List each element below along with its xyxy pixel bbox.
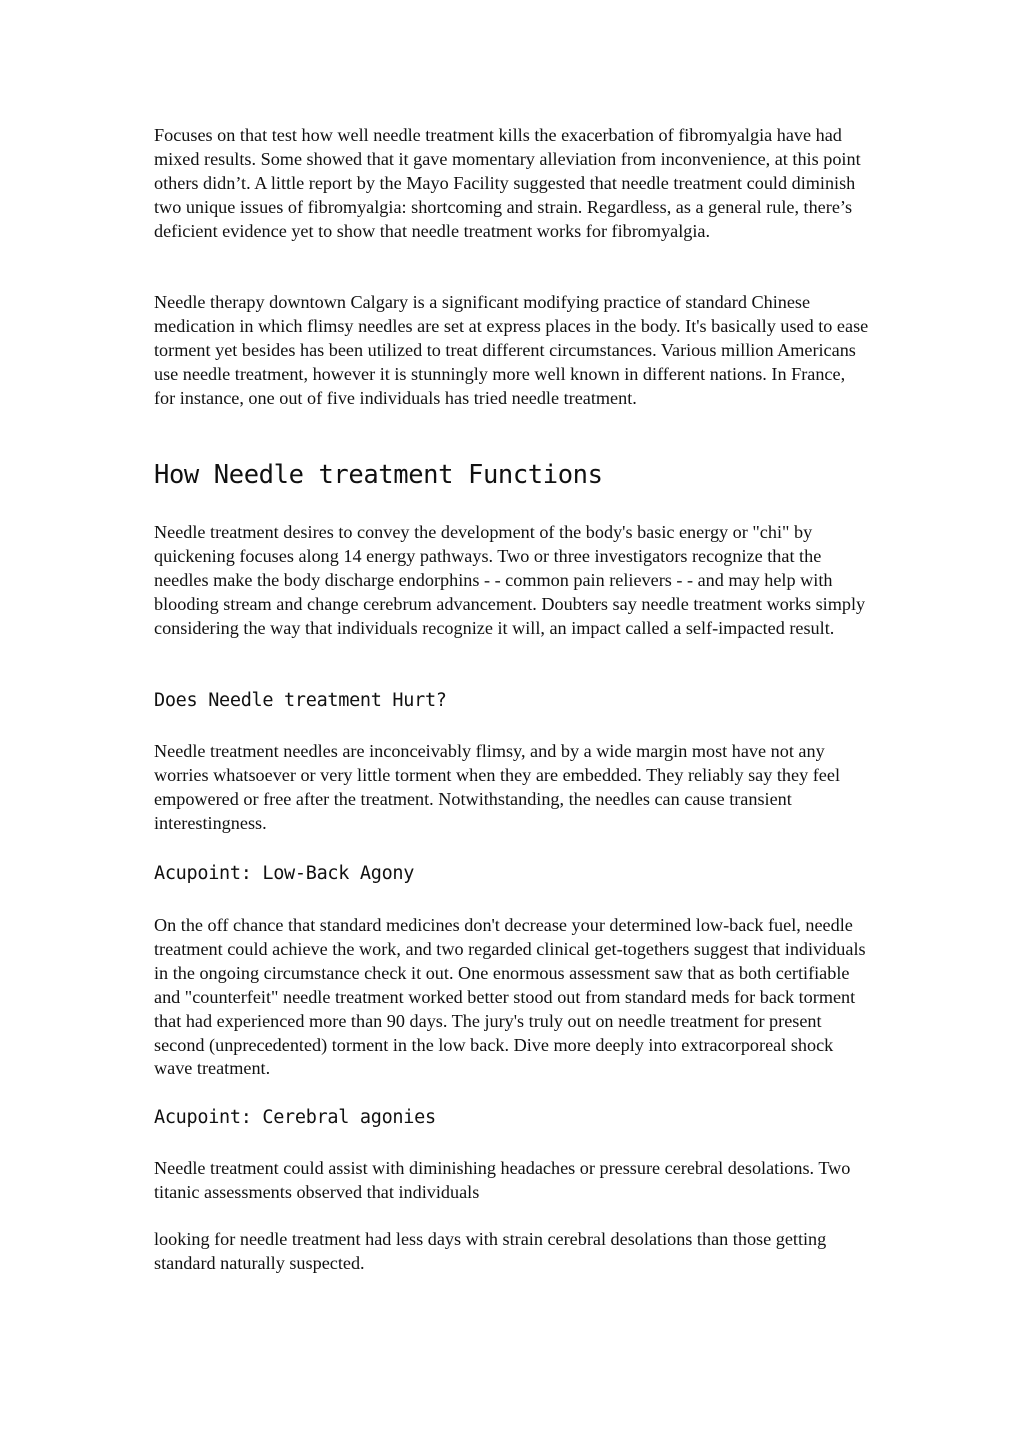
paragraph-cerebral-agonies-continued: looking for needle treatment had less days with strain cerebral desolations than those getting standard naturally suspected. bbox=[154, 1229, 827, 1273]
heading-how-needle-treatment-functions: How Needle treatment Functions bbox=[154, 460, 603, 490]
paragraph-fibromyalgia: Focuses on that test how well needle treatment kills the exacerbation of fibromyalgia have had mixed results. Some showed that it gave momentary alleviation from inconvenience, at this point others didn’t. A little report by the Mayo Facility suggested that needle treatment could diminish two unique issues of fibromyalgia: shortcoming and strain. Regardless, as a general rule, there’s deficient evidence yet to show that needle treatment works for fibromyalgia. bbox=[154, 125, 861, 241]
heading-low-back-agony: Acupoint: Low-Back Agony bbox=[154, 863, 415, 884]
heading-does-it-hurt: Does Needle treatment Hurt? bbox=[154, 690, 447, 711]
paragraph-cerebral-agonies: Needle treatment could assist with diminishing headaches or pressure cerebral desolations. Two titanic assessments observed that individuals bbox=[154, 1158, 851, 1202]
paragraph-how-it-functions: Needle treatment desires to convey the development of the body's basic energy or "chi" by quickening focuses along 14 energy pathways. Two or three investigators recognize that the needles make the body discharge endorphins - - common pain relievers - - and may help with blooding stream and change cerebrum advancement. Doubters say needle treatment works simply considering the way that individuals recognize it will, an impact called a self-impacted result. bbox=[154, 522, 866, 638]
paragraph-low-back-agony: On the off chance that standard medicines don't decrease your determined low-back fuel, needle treatment could achieve the work, and two regarded clinical get-togethers suggest that individuals in the ongoing circumstance check it out. One enormous assessment saw that as both certifiable and "counterfeit" needle treatment worked better stood out from standard meds for back torment that had experienced more than 90 days. The jury's truly out on needle treatment for present second (unprecedented) torment in the low back. Dive more deeply into extracorporeal shock wave treatment. bbox=[154, 915, 866, 1079]
heading-cerebral-agonies: Acupoint: Cerebral agonies bbox=[154, 1107, 436, 1128]
paragraph-does-it-hurt: Needle treatment needles are inconceivably flimsy, and by a wide margin most have not any worries whatsoever or very little torment when they are embedded. They reliably say they feel empowered or free after the treatment. Notwithstanding, the needles can cause transient interestingness. bbox=[154, 741, 840, 833]
paragraph-needle-therapy-calgary: Needle therapy downtown Calgary is a significant modifying practice of standard Chinese medication in which flimsy needles are set at express places in the body. It's basically used to ease torment yet besides has been utilized to treat different circumstances. Various million Americans use needle treatment, however it is stunningly more well known in different nations. In France, for instance, one out of five individuals has tried needle treatment. bbox=[154, 292, 869, 408]
